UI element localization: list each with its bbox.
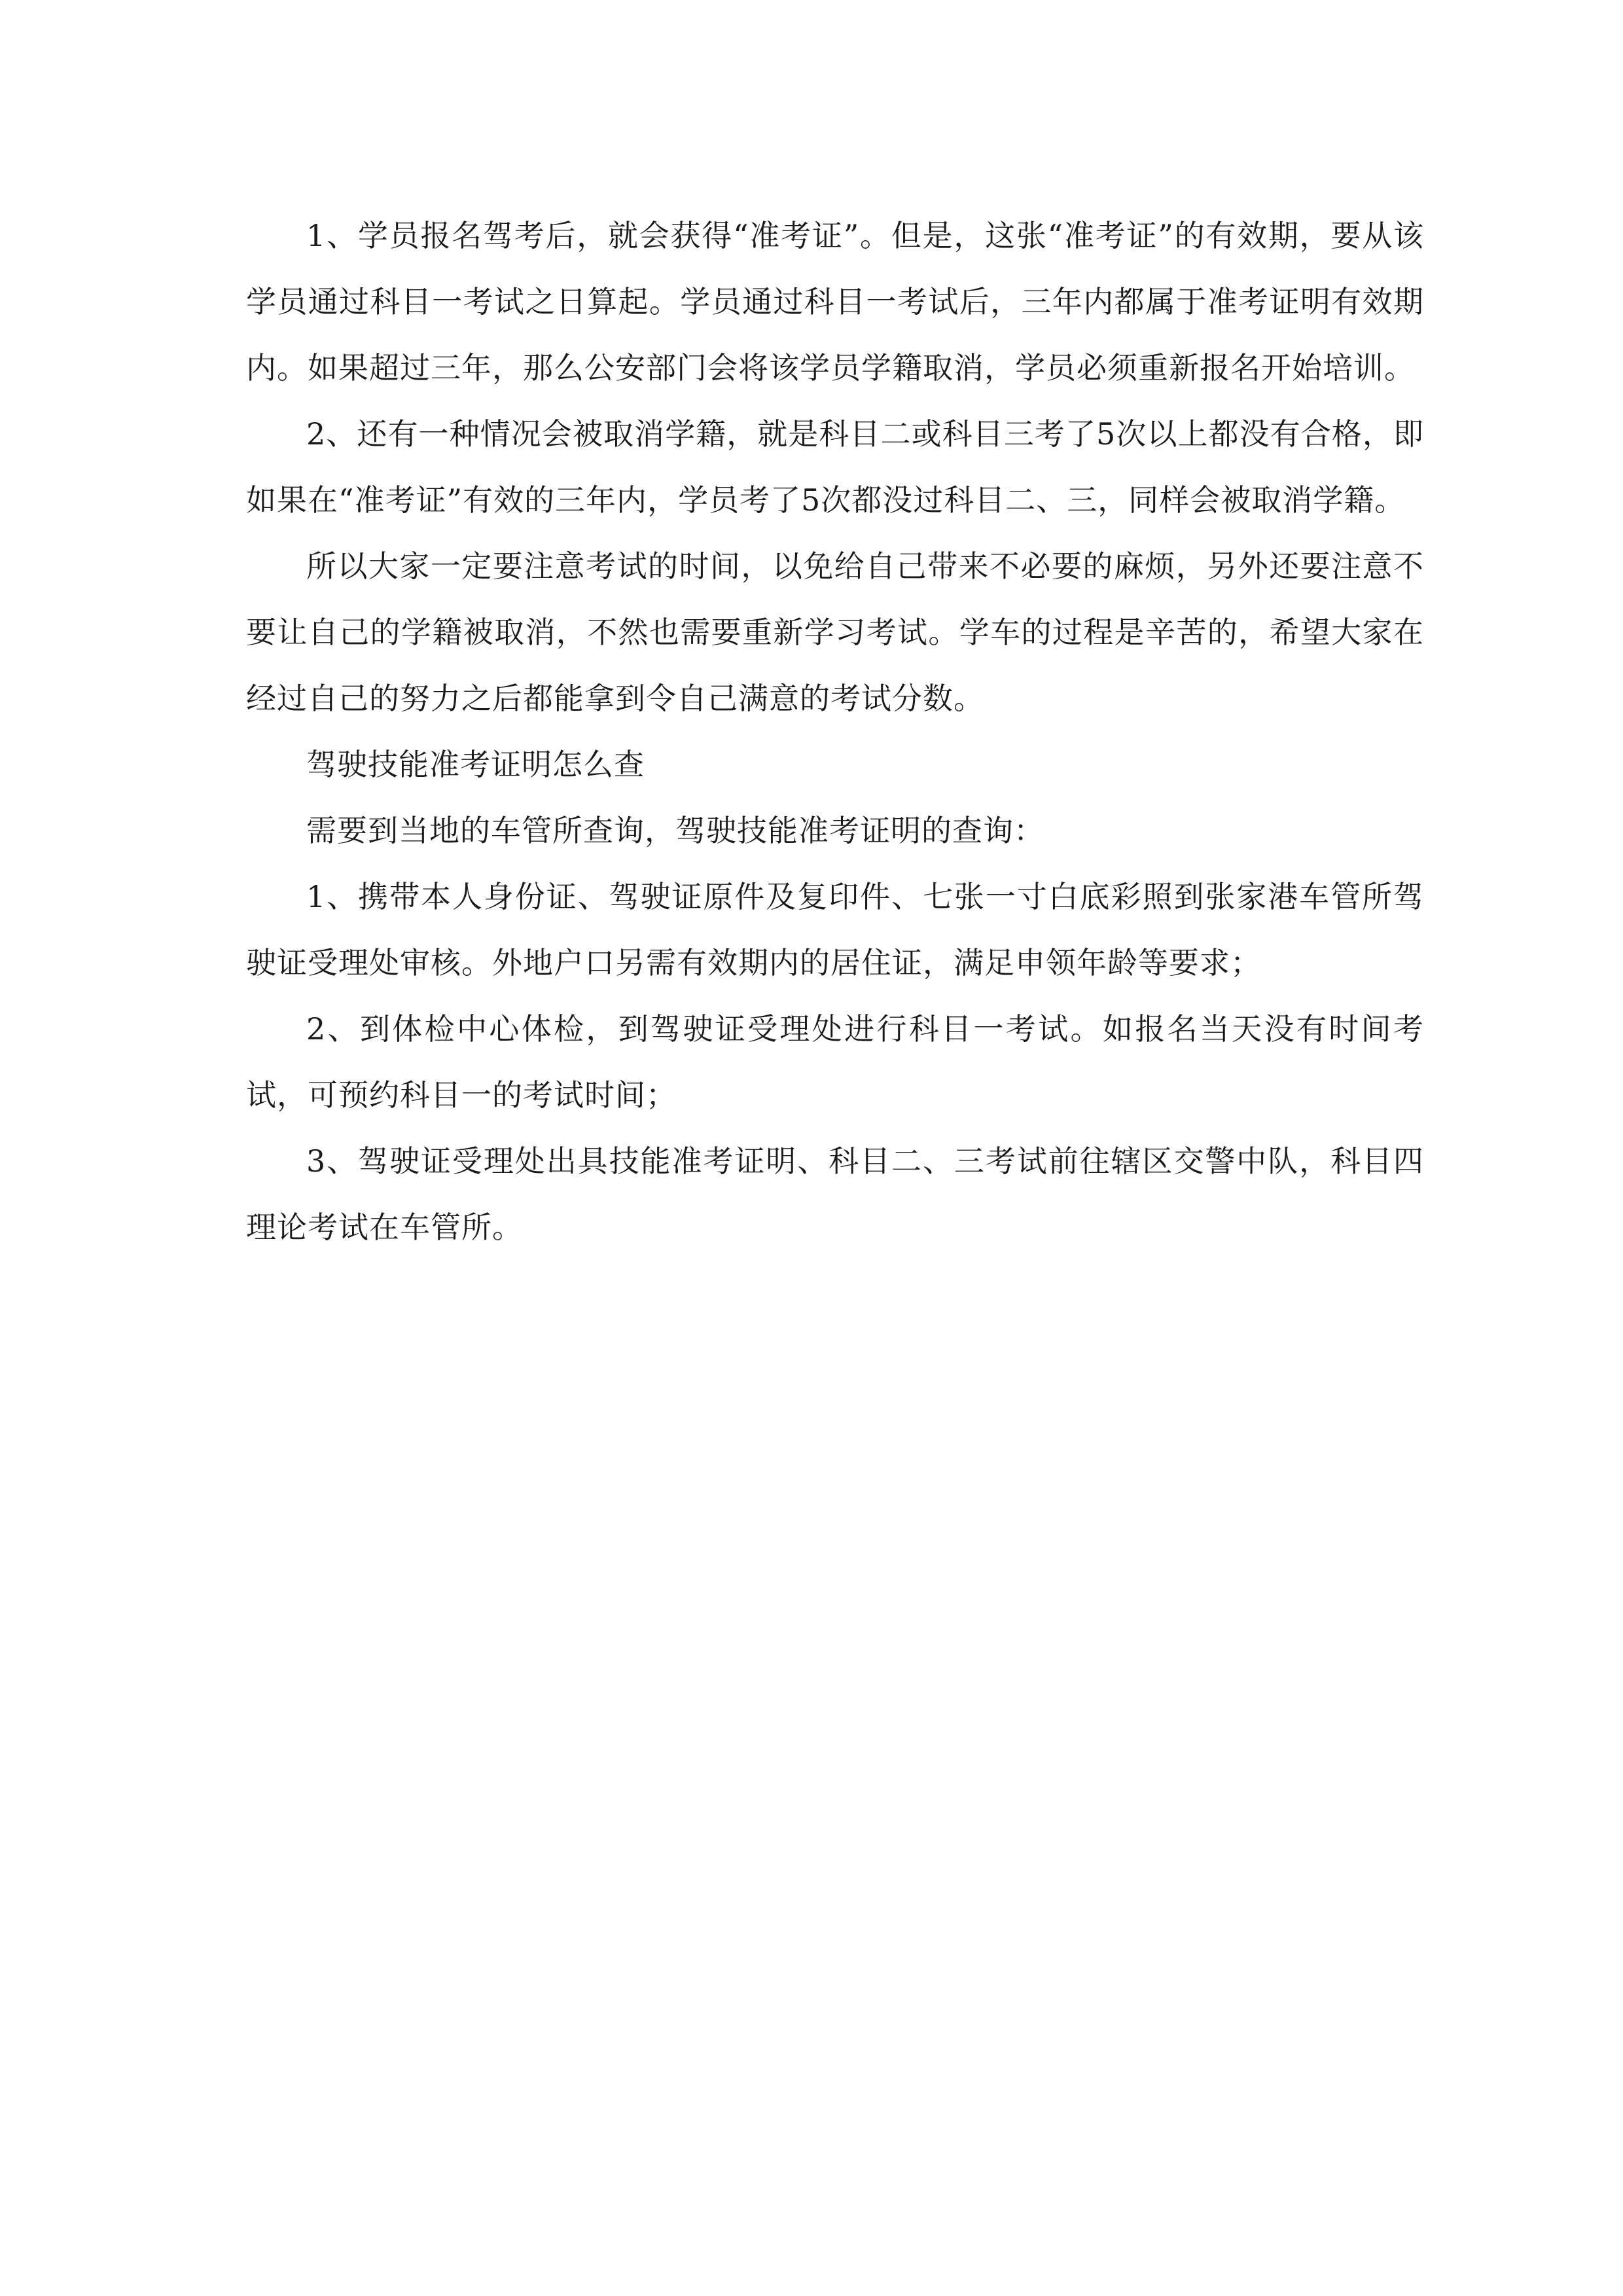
paragraph-step-2: 2、到体检中心体检，到驾驶证受理处进行科目一考试。如报名当天没有时间考试，可预约科目一的考试时间；	[246, 1011, 1424, 1113]
paragraph-query-intro: 需要到当地的车管所查询，驾驶技能准考证明的查询：	[306, 813, 1044, 848]
section-heading-how-to-check: 驾驶技能准考证明怎么查	[306, 747, 645, 782]
paragraph-step-3: 3、驾驶证受理处出具技能准考证明、科目二、三考试前往辖区交警中队，科目四理论考试在车管所。	[246, 1143, 1424, 1245]
paragraph-step-1: 1、携带本人身份证、驾驶证原件及复印件、七张一寸白底彩照到张家港车管所驾驶证受理处审核。外地户口另需有效期内的居住证，满足申领年龄等要求；	[246, 879, 1424, 980]
paragraph-status-cancellation: 2、还有一种情况会被取消学籍，就是科目二或科目三考了5次以上都没有合格，即如果在“准考证”有效的三年内，学员考了5次都没过科目二、三，同样会被取消学籍。	[246, 416, 1424, 518]
document-body	[246, 203, 1424, 1261]
paragraph-advice: 所以大家一定要注意考试的时间，以免给自己带来不必要的麻烦，另外还要注意不要让自己的学籍被取消，不然也需要重新学习考试。学车的过程是辛苦的，希望大家在经过自己的努力之后都能拿到令自己满意的考试分数。	[246, 548, 1424, 716]
paragraph-exam-permit-validity: 1、学员报名驾考后，就会获得“准考证”。但是，这张“准考证”的有效期，要从该学员通过科目一考试之日算起。学员通过科目一考试后，三年内都属于准考证明有效期内。如果超过三年，那么公安部门会将该学员学籍取消，学员必须重新报名开始培训。	[246, 218, 1424, 386]
